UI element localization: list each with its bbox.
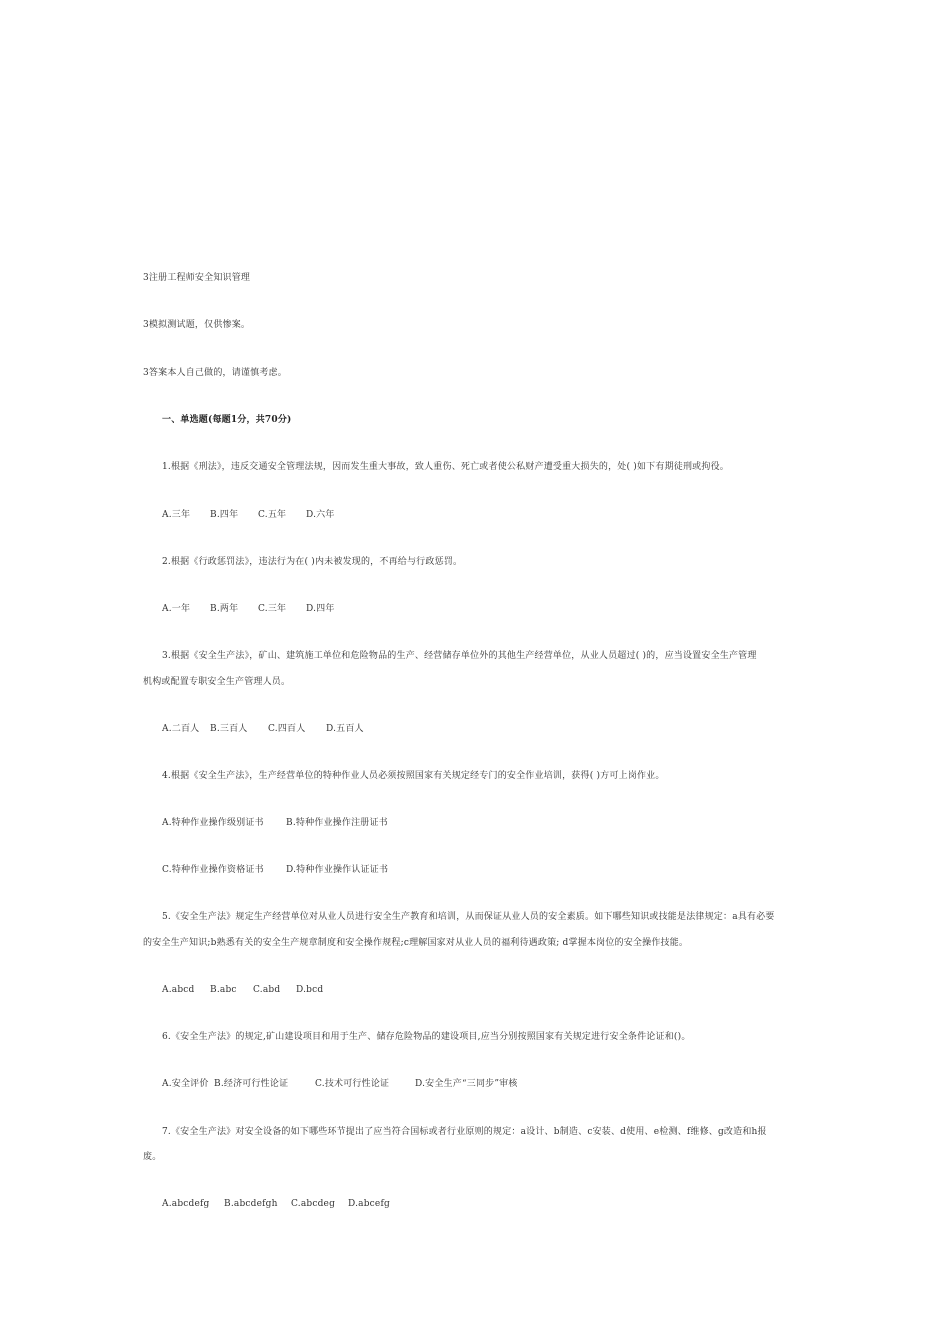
question-1-text: 1.根据《刑法》，违反交通安全管理法规，因而发生重大事故，致人重伤、死亡或者使公私财产遭受重大损失的，处( )如下有期徒刑或拘役。 (162, 462, 729, 472)
question-7-text-line-1: 7.《安全生产法》对安全设备的如下哪些环节提出了应当符合国标或者行业原则的规定：a设计、b制造、c安装、d使用、e检测、f维修、g改造和h报 (162, 1127, 767, 1137)
question-5-option-c: C.abd (253, 985, 281, 995)
question-2-options (162, 603, 335, 615)
question-1-option-b: B.四年 (210, 510, 239, 520)
question-5-text-line-1: 5.《安全生产法》规定生产经营单位对从业人员进行安全生产教育和培训，从而保证从业人员的安全素质。如下哪些知识或技能是法律规定：a具有必要 (162, 912, 775, 922)
section-title: 一、单选题(每题1分，共70分) (162, 415, 292, 425)
question-4-options-row-2 (162, 864, 388, 876)
question-3-option-c: C.四百人 (268, 724, 306, 734)
question-2-option-c: C.三年 (258, 604, 287, 614)
question-6-option-d: D.安全生产“三同步”审核 (415, 1079, 518, 1089)
header-note-3: 3答案本人自己做的，请谨慎考虑。 (143, 368, 287, 378)
question-4-option-c: C.特种作业操作资格证书 (162, 865, 264, 875)
question-1-options (162, 509, 335, 521)
question-3-option-a: A.二百人 (162, 724, 200, 734)
question-7-options (162, 1198, 390, 1210)
question-6-option-b: B.经济可行性论证 (214, 1079, 289, 1089)
question-7-option-c: C.abcdeg (291, 1199, 336, 1209)
question-7-text-line-2: 废。 (143, 1152, 162, 1162)
question-6-text: 6.《安全生产法》的规定,矿山建设项目和用于生产、储存危险物品的建设项目,应当分别按照国家有关规定进行安全条件论证和()。 (162, 1032, 691, 1042)
question-4-options-row-1 (162, 817, 388, 829)
question-2-option-d: D.四年 (306, 604, 335, 614)
question-3-text-line-1: 3.根据《安全生产法》，矿山、建筑施工单位和危险物品的生产、经营储存单位外的其他生产经营单位，从业人员超过( )的，应当设置安全生产管理 (162, 651, 757, 661)
question-4-text: 4.根据《安全生产法》，生产经营单位的特种作业人员必须按照国家有关规定经专门的安全作业培训，获得( )方可上岗作业。 (162, 771, 665, 781)
question-6-options (162, 1078, 518, 1090)
question-5-option-b: B.abc (210, 985, 237, 995)
question-4-option-b: B.特种作业操作注册证书 (286, 818, 388, 828)
question-3-options (162, 723, 364, 735)
question-1-option-d: D.六年 (306, 510, 335, 520)
header-note-2: 3模拟测试题，仅供惨案。 (143, 320, 251, 330)
question-6-option-a: A.安全评价 (162, 1079, 209, 1089)
question-7-option-a: A.abcdefg (162, 1199, 210, 1209)
question-4-option-a: A.特种作业操作级别证书 (162, 818, 264, 828)
question-3-option-b: B.三百人 (210, 724, 248, 734)
question-4-option-d: D.特种作业操作认证证书 (286, 865, 389, 875)
question-7-option-d: D.abcefg (348, 1199, 390, 1209)
question-6-option-c: C.技术可行性论证 (315, 1079, 390, 1089)
question-5-text-line-2: 的安全生产知识;b熟悉有关的安全生产规章制度和安全操作规程;c理解国家对从业人员的福利待遇政策; d掌握本岗位的安全操作技能。 (143, 938, 689, 948)
question-3-text-line-2: 机构或配置专职安全生产管理人员。 (143, 677, 291, 687)
question-3-option-d: D.五百人 (326, 724, 364, 734)
question-1-option-a: A.三年 (162, 510, 191, 520)
question-2-option-b: B.两年 (210, 604, 239, 614)
header-note-1: 3注册工程师安全知识管理 (143, 273, 251, 283)
question-2-option-a: A.一年 (162, 604, 191, 614)
question-7-option-b: B.abcdefgh (224, 1199, 278, 1209)
question-5-option-d: D.bcd (296, 985, 324, 995)
question-1-option-c: C.五年 (258, 510, 287, 520)
question-5-options (162, 984, 323, 996)
question-5-option-a: A.abcd (162, 985, 195, 995)
question-2-text: 2.根据《行政惩罚法》，违法行为在( )内未被发现的，不再给与行政惩罚。 (162, 557, 463, 567)
